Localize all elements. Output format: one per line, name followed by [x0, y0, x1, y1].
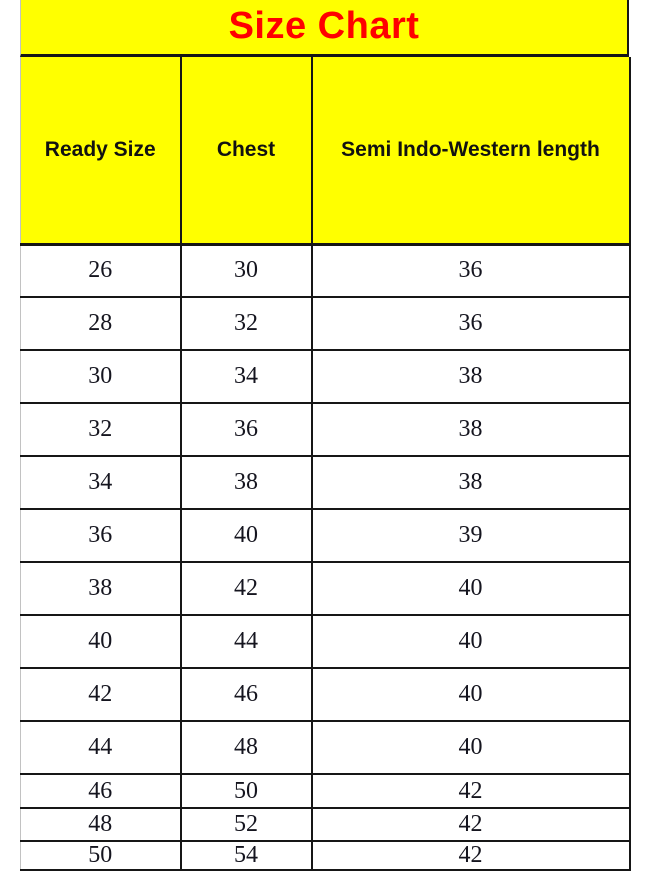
ready-size-cell: 28: [21, 297, 181, 350]
chest-cell: 38: [181, 456, 312, 509]
chest-cell: 40: [181, 509, 312, 562]
length-cell: 38: [312, 350, 630, 403]
table-row: [21, 350, 630, 403]
length-cell: 40: [312, 721, 630, 774]
ready-size-cell: 40: [21, 615, 181, 668]
chest-cell: 48: [181, 721, 312, 774]
ready-size-cell: 32: [21, 403, 181, 456]
size-table-body: [21, 244, 630, 870]
table-row: [21, 808, 630, 841]
ready-size-cell: 26: [21, 244, 181, 297]
table-row: [21, 774, 630, 808]
table-row: [21, 562, 630, 615]
length-cell: 39: [312, 509, 630, 562]
column-header-chest: Chest: [181, 57, 312, 244]
ready-size-cell: 48: [21, 808, 181, 841]
chest-cell: 50: [181, 774, 312, 808]
ready-size-cell: 34: [21, 456, 181, 509]
size-chart: [20, 0, 629, 871]
length-cell: 38: [312, 456, 630, 509]
chest-cell: 52: [181, 808, 312, 841]
chest-cell: 30: [181, 244, 312, 297]
length-cell: 36: [312, 244, 630, 297]
ready-size-cell: 46: [21, 774, 181, 808]
table-row: [21, 668, 630, 721]
column-header-ready-size: Ready Size: [21, 57, 181, 244]
length-cell: 42: [312, 841, 630, 870]
chest-cell: 34: [181, 350, 312, 403]
chest-cell: 54: [181, 841, 312, 870]
table-row: [21, 721, 630, 774]
size-table-header: [21, 57, 630, 244]
chest-cell: 32: [181, 297, 312, 350]
ready-size-cell: 42: [21, 668, 181, 721]
ready-size-cell: 36: [21, 509, 181, 562]
ready-size-cell: 44: [21, 721, 181, 774]
chest-cell: 42: [181, 562, 312, 615]
length-cell: 36: [312, 297, 630, 350]
table-row: [21, 244, 630, 297]
ready-size-cell: 30: [21, 350, 181, 403]
length-cell: 40: [312, 562, 630, 615]
table-row: [21, 456, 630, 509]
length-cell: 40: [312, 615, 630, 668]
length-cell: 40: [312, 668, 630, 721]
length-cell: 42: [312, 808, 630, 841]
page-title: Size Chart: [20, 0, 629, 57]
table-row: [21, 403, 630, 456]
size-table: [20, 57, 631, 871]
length-cell: 38: [312, 403, 630, 456]
table-row: [21, 509, 630, 562]
chest-cell: 36: [181, 403, 312, 456]
header-row: [21, 57, 630, 244]
table-row: [21, 615, 630, 668]
chest-cell: 46: [181, 668, 312, 721]
length-cell: 42: [312, 774, 630, 808]
table-row: [21, 297, 630, 350]
ready-size-cell: 38: [21, 562, 181, 615]
chest-cell: 44: [181, 615, 312, 668]
table-row: [21, 841, 630, 870]
column-header-semi-indo-western-length: Semi Indo-Western length: [312, 57, 630, 244]
ready-size-cell: 50: [21, 841, 181, 870]
